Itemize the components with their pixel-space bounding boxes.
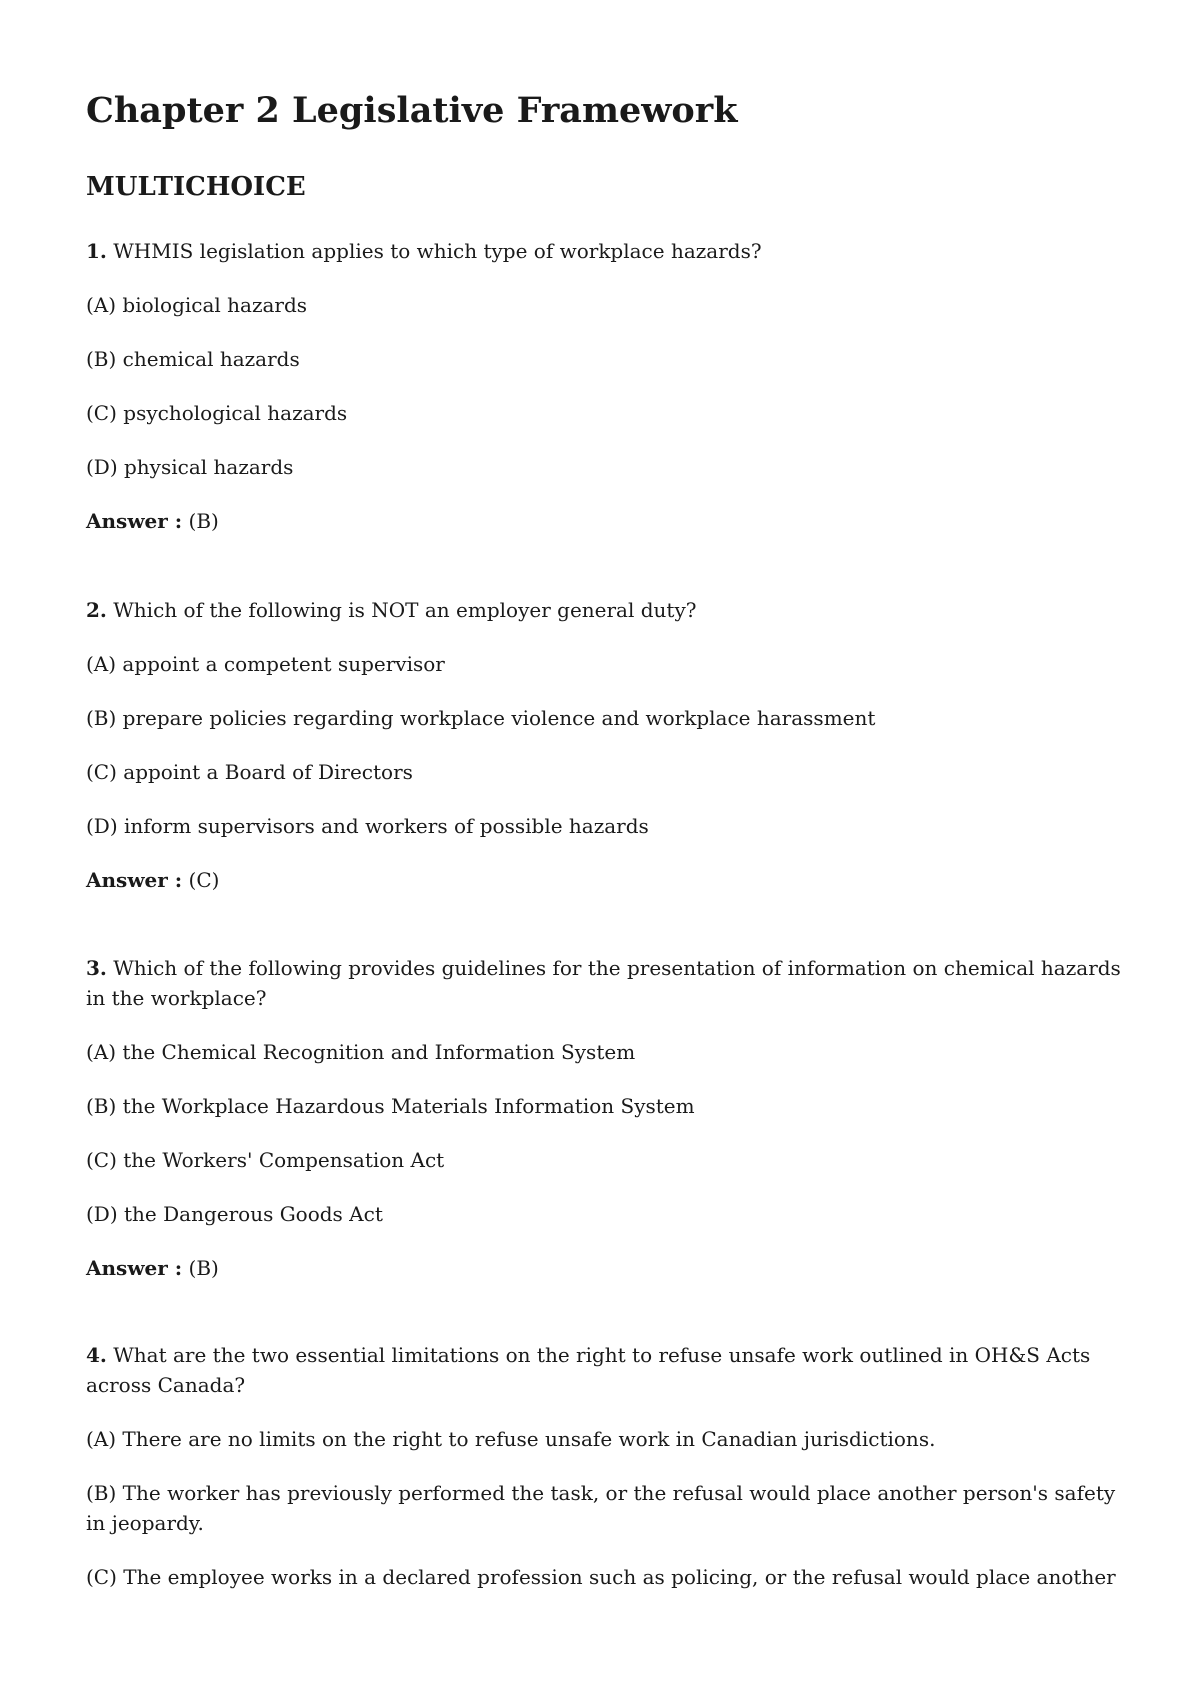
option-b: (B) chemical hazards: [86, 347, 300, 371]
answer-value: (C): [182, 868, 220, 892]
question-text: [86, 1340, 1136, 1400]
section-heading: MULTICHOICE: [86, 172, 306, 202]
question-number: 2.: [86, 598, 107, 622]
answer-label: Answer :: [86, 1256, 183, 1280]
question-2: [86, 595, 1136, 895]
option-d: (D) inform supervisors and workers of possible hazards: [86, 814, 649, 838]
option-b: (B) The worker has previously performed the task, or the refusal would place another person's safety in jeopardy.: [86, 1481, 1116, 1535]
question-number: 4.: [86, 1343, 107, 1367]
question-1: [86, 236, 1136, 536]
question-text: [86, 595, 1136, 625]
answer-label: Answer :: [86, 509, 183, 533]
option-d: (D) the Dangerous Goods Act: [86, 1202, 383, 1226]
answer-value: (B): [182, 1256, 219, 1280]
question-text: [86, 236, 1136, 266]
question-stem: Which of the following is NOT an employer general duty?: [106, 598, 697, 622]
question-number: 3.: [86, 956, 107, 980]
option-a: (A) biological hazards: [86, 293, 308, 317]
option-c: (C) The employee works in a declared profession such as policing, or the refusal would place another: [86, 1565, 1116, 1589]
option-b: (B) prepare policies regarding workplace violence and workplace harassment: [86, 706, 876, 730]
answer-label: Answer :: [86, 868, 183, 892]
option-c: (C) the Workers' Compensation Act: [86, 1148, 445, 1172]
option-c: (C) psychological hazards: [86, 401, 348, 425]
option-a: (A) the Chemical Recognition and Information System: [86, 1040, 636, 1064]
option-d: (D) physical hazards: [86, 455, 294, 479]
question-text: [86, 953, 1136, 1013]
option-a: (A) There are no limits on the right to refuse unsafe work in Canadian jurisdictions.: [86, 1427, 936, 1451]
answer-line: [86, 865, 1136, 895]
question-stem: What are the two essential limitations on the right to refuse unsafe work outlined in OH&S Acts across Canada?: [86, 1343, 1091, 1397]
question-number: 1.: [86, 239, 107, 263]
question-stem: Which of the following provides guidelines for the presentation of information on chemical hazards in the workplace?: [86, 956, 1121, 1010]
answer-line: [86, 1253, 1136, 1283]
option-c: (C) appoint a Board of Directors: [86, 760, 413, 784]
question-4: [86, 1340, 1136, 1616]
question-stem: WHMIS legislation applies to which type of workplace hazards?: [106, 239, 762, 263]
option-b: (B) the Workplace Hazardous Materials Information System: [86, 1094, 695, 1118]
answer-line: [86, 506, 1136, 536]
chapter-title: Chapter 2 Legislative Framework: [86, 90, 738, 131]
option-a: (A) appoint a competent supervisor: [86, 652, 445, 676]
answer-value: (B): [182, 509, 219, 533]
question-3: [86, 953, 1136, 1283]
